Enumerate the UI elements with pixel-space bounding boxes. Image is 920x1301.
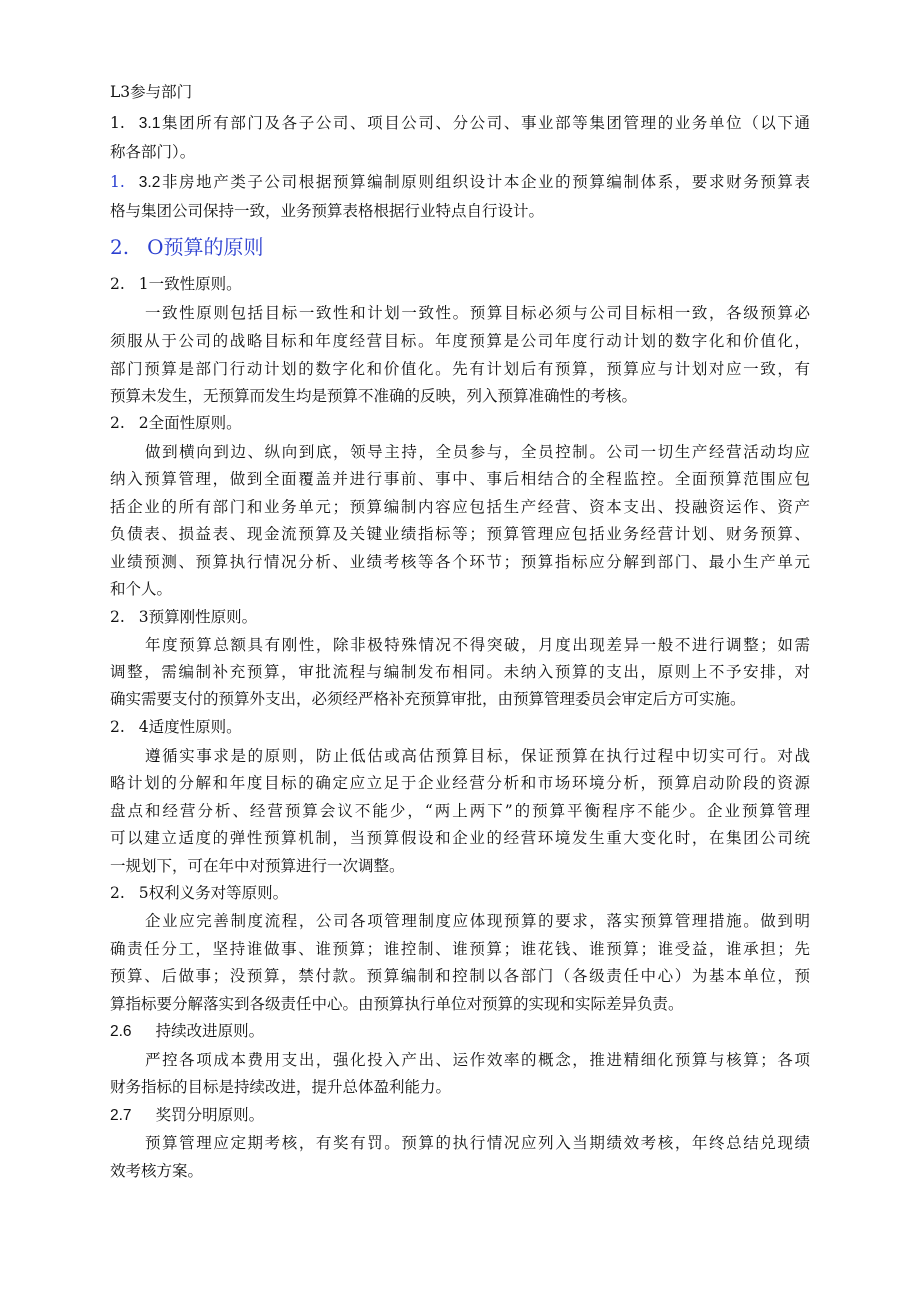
item-3-2-line-2 — [110, 201, 810, 223]
p26-line-1: 严控各项成本费用支出，强化投入产出、运作效率的概念，推进精细化预算与核算；各项 — [145, 1051, 810, 1069]
p27-line-2: 效考核方案。 — [110, 1162, 204, 1180]
p24-line-2: 略计划的分解和年度目标的确定应立足于企业经营分析和市场环境分析，预算启动阶段的资源 — [110, 774, 810, 792]
label-text: 5权利义务对等原则。 — [138, 884, 289, 902]
heading-text: O预算的原则 — [147, 235, 264, 259]
item-number: 1. — [110, 114, 125, 132]
p25-line-2: 确责任分工，坚持谁做事、谁预算；谁控制、谁预算；谁花钱、谁预算；谁受益，谁承担；先 — [110, 940, 810, 958]
label-text: 4适度性原则。 — [138, 718, 242, 736]
p25-line-1: 企业应完善制度流程，公司各项管理制度应体现预算的要求，落实预算管理措施。做到明 — [145, 912, 810, 930]
item-subnumber: 3.1 — [138, 115, 161, 132]
item-3-1-line-2 — [110, 142, 810, 164]
label-text: 持续改进原则。 — [155, 1022, 265, 1040]
label-number: 2. — [110, 608, 125, 626]
p23-line-2: 调整，需编制补充预算，审批流程与编制发布相同。未纳入预算的支出，原则上不予安排，对 — [110, 663, 810, 681]
section-title-text: L3参与部门 — [110, 83, 193, 101]
label-text: 3预算刚性原则。 — [138, 608, 258, 626]
item-text: 集团所有部门及各子公司、项目公司、分公司、事业部等集团管理的业务单位（以下通 — [160, 114, 810, 132]
subsection-2-5-label — [110, 883, 810, 905]
subsection-2-1-label — [110, 274, 810, 296]
p22-line-2: 纳入预算管理，做到全面覆盖并进行事前、事中、事后相结合的全程监控。全面预算范围应包 — [110, 470, 810, 488]
p22-line-3: 括企业的所有部门和业务单元；预算编制内容应包括生产经营、资本支出、投融资运作、资产 — [110, 498, 810, 516]
label-text: 1一致性原则。 — [138, 275, 242, 293]
p24-line-3: 盘点和经营分析、经营预算会议不能少，“两上两下”的预算平衡程序不能少。企业预算管理 — [110, 802, 810, 820]
item-number: 1. — [110, 173, 125, 191]
item-text: 格与集团公司保持一致，业务预算表格根据行业特点自行设计。 — [110, 202, 545, 220]
p24-line-1: 遵循实事求是的原则，防止低估或高估预算目标，保证预算在执行过程中切实可行。对战 — [145, 747, 810, 765]
label-number: 2. — [110, 414, 125, 432]
p26-line-2: 财务指标的目标是持续改进，提升总体盈利能力。 — [110, 1078, 452, 1096]
p25-line-3: 预算、后做事；没预算，禁付款。预算编制和控制以各部门（各级责任中心）为基本单位，预 — [110, 967, 810, 985]
item-3-2-line-1 — [110, 172, 810, 194]
item-text: 非房地产类子公司根据预算编制原则组织设计本企业的预算编制体系，要求财务预算表 — [160, 173, 810, 191]
label-number: 2.7 — [110, 1107, 132, 1124]
p24-line-5: 一规划下，可在年中对预算进行一次调整。 — [110, 857, 405, 875]
section-2-heading — [110, 234, 264, 260]
p27-line-1: 预算管理应定期考核，有奖有罚。预算的执行情况应列入当期绩效考核，年终总结兑现绩 — [145, 1134, 810, 1152]
subsection-2-4-label — [110, 717, 810, 739]
label-text: 2全面性原则。 — [138, 414, 242, 432]
label-number: 2. — [110, 718, 125, 736]
label-number: 2.6 — [110, 1023, 132, 1040]
p24-line-4: 可以建立适度的弹性预算机制，当预算假设和企业的经营环境发生重大变化时，在集团公司统 — [110, 829, 810, 847]
p25-line-4: 算指标要分解落实到各级责任中心。由预算执行单位对预算的实现和实际差异负责。 — [110, 995, 684, 1013]
p21-line-2: 须服从于公司的战略目标和年度经营目标。年度预算是公司年度行动计划的数字化和价值化， — [110, 332, 810, 350]
item-subnumber: 3.2 — [138, 174, 161, 191]
p22-line-1: 做到横向到边、纵向到底，领导主持，全员参与，全员控制。公司一切生产经营活动均应 — [145, 443, 810, 461]
p22-line-4: 负债表、损益表、现金流预算及关键业绩指标等；预算管理应包括业务经营计划、财务预算、 — [110, 525, 810, 543]
subsection-2-3-label — [110, 607, 810, 629]
subsection-2-7-label — [110, 1105, 810, 1127]
p21-line-1: 一致性原则包括目标一致性和计划一致性。预算目标必须与公司目标相一致，各级预算必 — [145, 304, 810, 322]
label-number: 2. — [110, 884, 125, 902]
p23-line-1: 年度预算总额具有刚性，除非极特殊情况不得突破，月度出现差异一般不进行调整；如需 — [145, 636, 810, 654]
label-number: 2. — [110, 275, 125, 293]
p21-line-3: 部门预算是部门行动计划的数字化和价值化。先有计划后有预算，预算应与计划对应一致，有 — [110, 360, 810, 378]
item-3-1-line-1 — [110, 113, 810, 135]
subsection-2-2-label — [110, 413, 810, 435]
subsection-2-6-label — [110, 1021, 810, 1043]
section-title-1-3 — [110, 82, 810, 104]
p23-line-3: 确实需要支付的预算外支出，必须经严格补充预算审批，由预算管理委员会审定后方可实施。 — [110, 690, 746, 708]
heading-number: 2. — [110, 235, 130, 259]
p22-line-5: 业绩预测、预算执行情况分析、业绩考核等各个环节；预算指标应分解到部门、最小生产单元 — [110, 553, 810, 571]
item-text: 称各部门）。 — [110, 143, 196, 161]
p22-line-6: 和个人。 — [110, 580, 173, 598]
label-text: 奖罚分明原则。 — [155, 1106, 265, 1124]
p21-line-4: 预算未发生，无预算而发生均是预算不准确的反映，列入预算准确性的考核。 — [110, 387, 638, 405]
